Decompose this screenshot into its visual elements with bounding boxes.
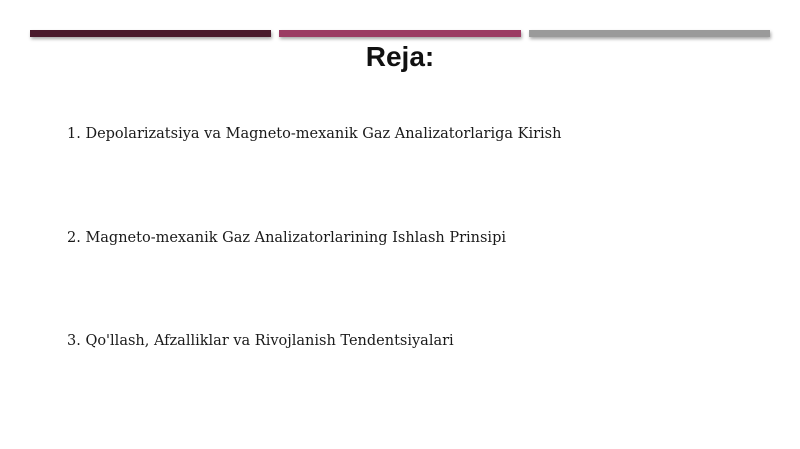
slide-title: Reja: — [365, 41, 435, 72]
agenda-item-3: 3. Qo'llash, Afzalliklar va Rivojlanish Tendentsiyalari — [67, 333, 454, 349]
decor-bar-1 — [30, 30, 271, 37]
agenda-item-2: 2. Magneto-mexanik Gaz Analizatorlarining Ishlash Prinsipi — [67, 230, 506, 246]
agenda-item-1: 1. Depolarizatsiya va Magneto-mexanik Gaz Analizatorlariga Kirish — [67, 126, 562, 142]
decor-bar-3 — [529, 30, 770, 37]
decor-bar-2 — [279, 30, 521, 37]
